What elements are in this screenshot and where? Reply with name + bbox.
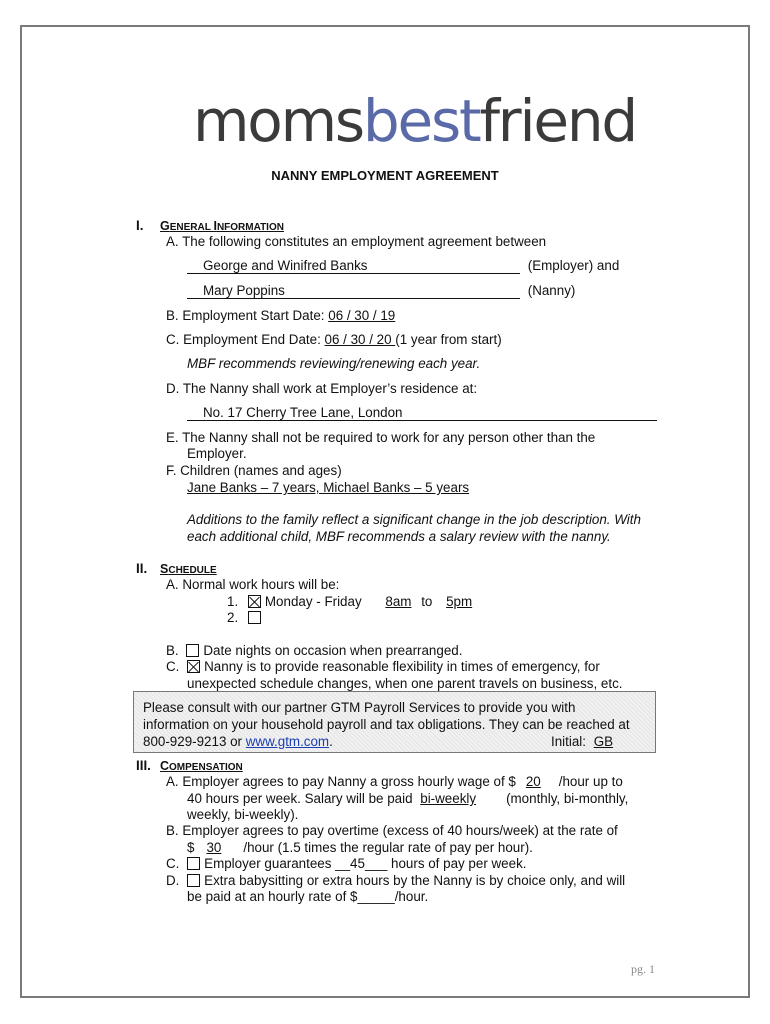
- schedule-row-1: [227, 594, 474, 610]
- flexibility-row: [166, 659, 600, 675]
- family-note-line2: each additional child, MBF recommends a salary review with the nanny.: [187, 529, 611, 544]
- section-1-heading: GENERAL INFORMATION: [160, 219, 284, 233]
- section-3-heading: COMPENSATION: [160, 759, 243, 773]
- extra-hours-text-line1: Extra babysitting or extra hours by the Nanny is by choice only, and will: [204, 873, 626, 888]
- employer-row: [187, 258, 619, 274]
- logo-word-moms: moms: [193, 87, 363, 155]
- notice-line2: information on your household payroll and tax obligations. They can be reached at: [143, 717, 630, 732]
- hourly-wage-field[interactable]: 20: [525, 774, 541, 789]
- schedule-row-2-checkbox[interactable]: [248, 611, 261, 624]
- gtm-link[interactable]: www.gtm.com: [245, 734, 330, 749]
- pay-frequency-field[interactable]: bi-weekly: [420, 791, 477, 806]
- flexibility-text-line2: unexpected schedule changes, when one parent travels on business, etc.: [187, 676, 623, 691]
- overtime-line1: B. Employer agrees to pay overtime (excess of 40 hours/week) at the rate of: [166, 823, 618, 838]
- residence-row: [187, 405, 657, 421]
- end-date-suffix: (1 year from start): [395, 332, 502, 347]
- date-nights-prefix: B.: [166, 643, 179, 658]
- guaranteed-hours-checkbox[interactable]: [187, 857, 200, 870]
- extra-hours-row: D. Extra babysitting or extra hours by the Nanny is by choice only, and will: [166, 873, 626, 888]
- initial-label: Initial:: [551, 734, 590, 749]
- start-date-field[interactable]: 06 / 30 / 19: [328, 308, 396, 323]
- schedule-row-2: [227, 610, 265, 626]
- family-note-line1: Additions to the family reflect a significant change in the job description. With: [187, 512, 641, 527]
- schedule-start-time-field[interactable]: 8am: [385, 594, 412, 609]
- section-3-numeral: III.: [136, 758, 151, 773]
- initial-row: [551, 734, 627, 750]
- initial-field[interactable]: GB: [593, 734, 614, 749]
- end-date-field[interactable]: 06 / 30 / 20: [324, 332, 396, 347]
- section-1-item-d: D. The Nanny shall work at Employer’s residence at:: [166, 381, 478, 396]
- section-1-numeral: I.: [136, 218, 144, 233]
- overtime-rate-field[interactable]: 30: [206, 840, 222, 855]
- document-title: NANNY EMPLOYMENT AGREEMENT: [271, 168, 499, 183]
- flexibility-prefix: C.: [166, 659, 180, 674]
- wage-row: A. Employer agrees to pay Nanny a gross hourly wage of $ 20 /hour up to: [166, 774, 623, 789]
- date-nights-text: Date nights on occasion when prearranged.: [203, 643, 463, 658]
- employer-name-field[interactable]: George and Winifred Banks: [187, 258, 520, 274]
- section-2-numeral: II.: [136, 561, 148, 576]
- start-date-label: B. Employment Start Date:: [166, 308, 329, 323]
- end-date-row: [166, 332, 502, 348]
- extra-hours-text-line2: be paid at an hourly rate of $_____/hour.: [187, 889, 429, 904]
- schedule-row-1-number: 1.: [227, 594, 239, 609]
- schedule-row-1-days: Monday - Friday: [264, 594, 362, 609]
- nanny-row: [187, 283, 575, 299]
- employer-suffix: (Employer) and: [527, 258, 620, 273]
- schedule-end-time-field[interactable]: 5pm: [446, 594, 473, 609]
- section-1-item-a: A. The following constitutes an employment agreement between: [166, 234, 547, 249]
- notice-phone: 800-929-9213 or: [143, 734, 246, 749]
- flexibility-text-line1: Nanny is to provide reasonable flexibility in times of emergency, for: [204, 659, 600, 674]
- momsbestfriend-logo: [193, 86, 636, 156]
- guaranteed-hours-field[interactable]: 45: [350, 856, 365, 871]
- notice-line1: Please consult with our partner GTM Payroll Services to provide you with: [143, 700, 576, 715]
- date-nights-row: [166, 643, 462, 659]
- nanny-suffix: (Nanny): [527, 283, 576, 298]
- page-number: pg. 1: [631, 962, 655, 976]
- section-1-item-e-line2: Employer.: [187, 446, 247, 461]
- notice-line3: 800-929-9213 or www.gtm.com.: [143, 734, 333, 749]
- logo-word-friend: friend: [479, 87, 637, 155]
- extra-hours-checkbox[interactable]: [187, 874, 200, 887]
- guaranteed-hours-row: C. Employer guarantees __45___ hours of pay per week.: [166, 856, 527, 871]
- section-2-item-a: A. Normal work hours will be:: [166, 577, 340, 592]
- renewal-note: MBF recommends reviewing/renewing each year.: [187, 356, 481, 371]
- logo-word-best: best: [362, 87, 480, 155]
- children-field[interactable]: Jane Banks – 7 years, Michael Banks – 5 years: [187, 480, 470, 495]
- schedule-row-2-number: 2.: [227, 610, 239, 625]
- flexibility-checkbox[interactable]: [187, 660, 200, 673]
- end-date-label: C. Employment End Date:: [166, 332, 325, 347]
- date-nights-checkbox[interactable]: [186, 644, 199, 657]
- schedule-to-label: to: [421, 594, 433, 609]
- section-1-item-f: F. Children (names and ages): [166, 463, 342, 478]
- nanny-name-field[interactable]: Mary Poppins: [187, 283, 520, 299]
- section-2-heading: SCHEDULE: [160, 562, 217, 576]
- schedule-row-1-checkbox[interactable]: [248, 595, 261, 608]
- overtime-row: $ 30 /hour (1.5 times the regular rate of pay per hour).: [187, 840, 533, 855]
- section-1-item-e-line1: E. The Nanny shall not be required to work for any person other than the: [166, 430, 596, 445]
- start-date-row: [166, 308, 395, 324]
- pay-frequency-row: 40 hours per week. Salary will be paid bi-weekly (monthly, bi-monthly,: [187, 791, 629, 806]
- pay-frequency-options: weekly, bi-weekly).: [187, 807, 299, 822]
- residence-address-field[interactable]: No. 17 Cherry Tree Lane, London: [187, 405, 657, 421]
